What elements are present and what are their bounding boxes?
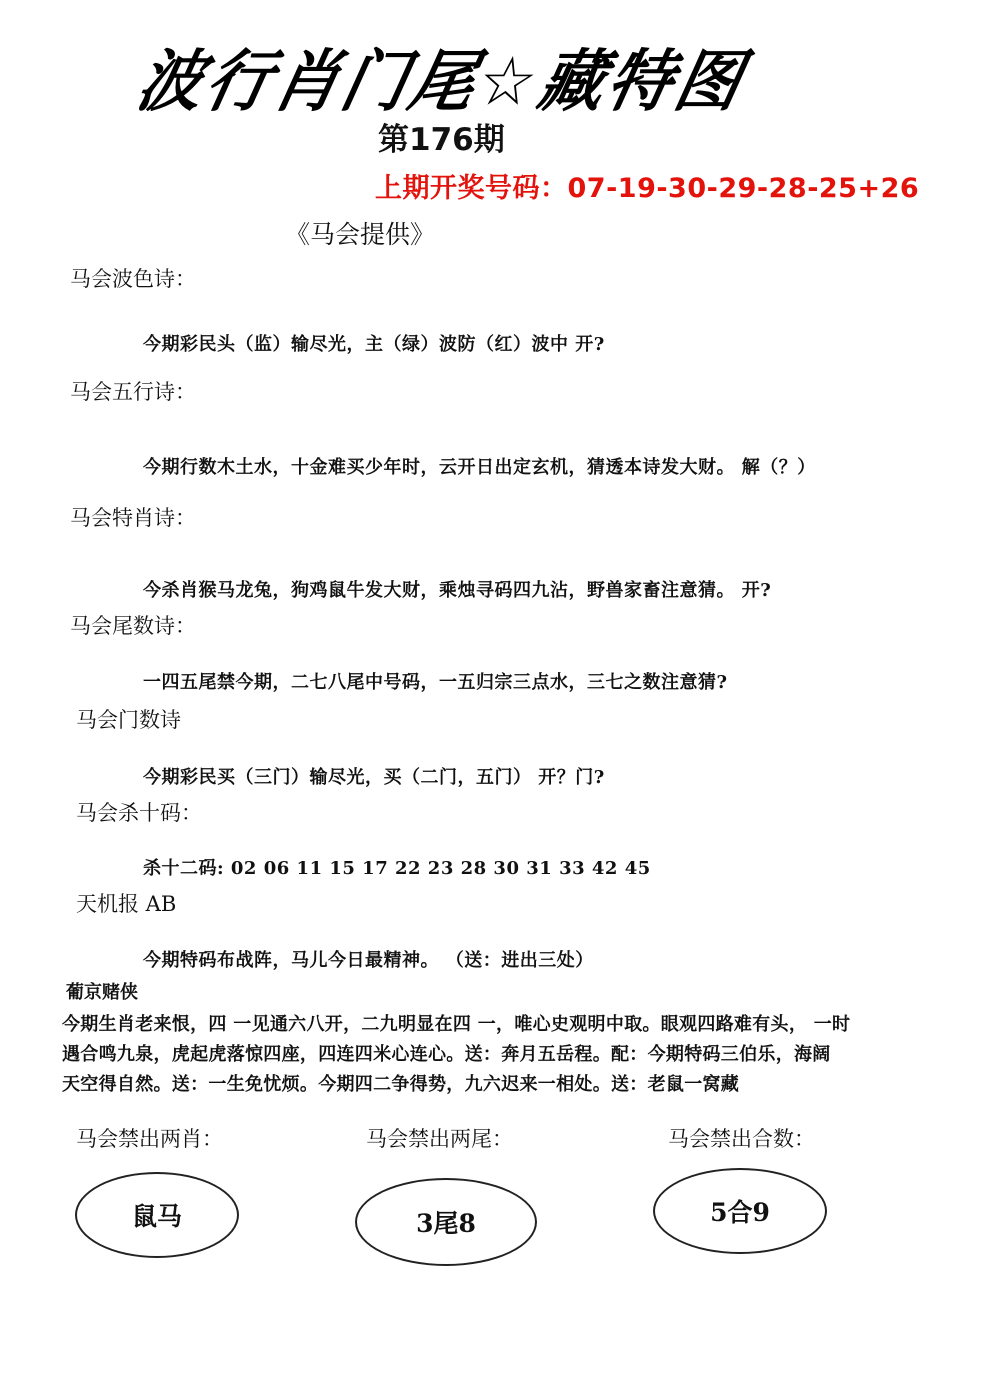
section-heading-tianji: 天机报 AB: [76, 892, 177, 916]
page-title: 波行肖门尾☆藏特图: [130, 43, 753, 122]
section-heading-wave-color: 马会波色诗：: [70, 267, 196, 291]
section-heading-kill-ten: 马会杀十码：: [76, 801, 202, 825]
forbidden-tail-oval: [355, 1178, 537, 1266]
forbidden-sum-value: 5合9: [710, 1198, 770, 1227]
poem-tianji: 今期特码布战阵，马儿今日最精神。 （送：进出三处）: [143, 950, 594, 971]
gamble-heading: 葡京赌侠: [66, 982, 138, 1003]
poem-tail-number: 一四五尾禁今期，二七八尾中号码，一五归宗三点水，三七之数注意猜?: [143, 672, 728, 693]
poem-special-zodiac: 今杀肖猴马龙兔，狗鸡鼠牛发大财，乘烛寻码四九沾，野兽家畜注意猜。 开?: [143, 580, 772, 601]
section-heading-door-number: 马会门数诗: [76, 708, 181, 732]
forbidden-sum-label: 马会禁出合数：: [668, 1127, 815, 1151]
section-heading-special-zodiac: 马会特肖诗：: [70, 506, 196, 530]
last-draw-numbers: 上期开奖号码：07-19-30-29-28-25+26: [375, 173, 920, 204]
source-label: 《马会提供》: [285, 220, 436, 249]
forbidden-zodiac-value: 鼠马: [131, 1202, 182, 1231]
forbidden-tail-label: 马会禁出两尾：: [366, 1127, 513, 1151]
section-heading-five-elements: 马会五行诗：: [70, 380, 196, 404]
poem-wave-color: 今期彩民头（监）输尽光，主（绿）波防（红）波中 开?: [143, 334, 605, 355]
poem-door-number: 今期彩民买（三门）输尽光，买（二门，五门） 开？门?: [143, 767, 605, 788]
gamble-line: 遇合鸣九泉，虎起虎落惊四座，四连四米心连心。送：奔月五岳程。配：今期特码三伯乐，海阔: [62, 1044, 831, 1065]
poem-five-elements: 今期行数木土水，十金难买少年时，云开日出定玄机，猜透本诗发大财。 解（？）: [143, 457, 816, 478]
issue-number: 第176期: [378, 122, 505, 158]
forbidden-sum-oval: [653, 1168, 827, 1254]
forbidden-zodiac-oval: [75, 1172, 239, 1258]
gamble-line: 今期生肖老来恨，四 一见通六八开，二九明显在四 一，唯心史观明中取。眼观四路难有头， 一时: [62, 1014, 851, 1035]
forbidden-zodiac-label: 马会禁出两肖：: [76, 1127, 223, 1151]
forbidden-tail-value: 3尾8: [416, 1209, 476, 1238]
kill-twelve-numbers: 杀十二码: 02 06 11 15 17 22 23 28 30 31 33 42 45: [143, 858, 651, 879]
gamble-line: 天空得自然。送：一生免忧烦。今期四二争得势，九六迟来一相处。送：老鼠一窝藏: [62, 1074, 740, 1095]
section-heading-tail-number: 马会尾数诗：: [70, 614, 196, 638]
